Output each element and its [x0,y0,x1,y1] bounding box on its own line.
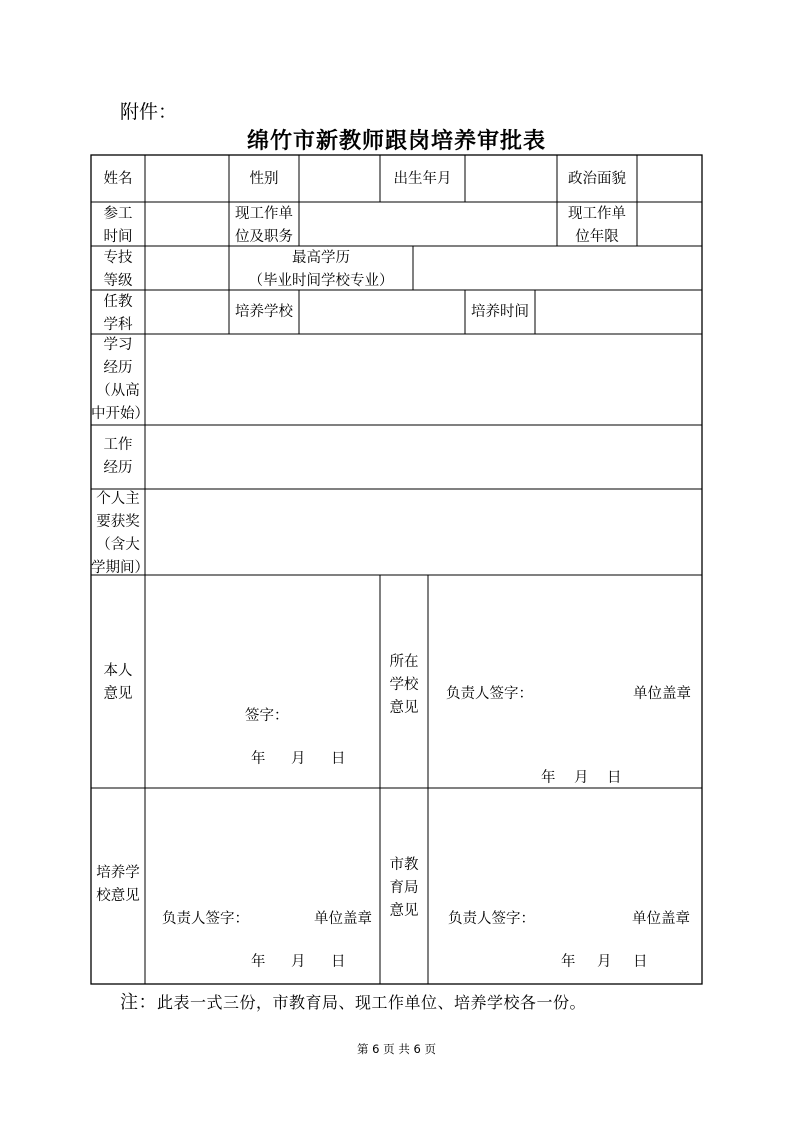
subject-value-field[interactable] [148,292,226,332]
tech-level-value-field[interactable] [148,248,226,288]
awards-label-line3: （含大 [96,537,140,553]
training-school-label: 培养学校 [235,304,293,320]
subject-label-line1: 任教 [103,294,133,310]
school-year-label: 年 [541,770,556,786]
self-day-label: 日 [331,751,346,767]
highest-degree-label-line1: 最高学历 [292,250,350,266]
school-day-label: 日 [607,770,622,786]
awards-label-line4: 学期间） [91,560,149,576]
school-opinion-field[interactable] [431,578,699,785]
self-opinion-label-line1: 本人 [103,663,133,679]
name-value-field[interactable] [148,157,226,199]
study-label-line1: 学习 [103,337,133,353]
political-label: 政治面貌 [568,171,626,187]
note-label: 注： [120,992,157,1013]
work-time-label [91,203,145,249]
bureau-opinion-label [380,854,428,923]
awards-label-line1: 个人主 [96,491,140,507]
training-seal-label: 单位盖章 [314,911,372,927]
school-sign-label: 负责人签字： [446,686,533,702]
study-label-line2: 经历 [103,360,133,376]
awards-label-line2: 要获奖 [96,514,140,530]
self-sign-label: 签字： [245,708,289,724]
work-time-value-field[interactable] [148,204,226,244]
study-label-line4: 中开始） [91,406,149,422]
awards-field[interactable] [148,492,699,572]
school-opinion-label-line2: 学校 [389,677,419,693]
highest-degree-value-field[interactable] [416,248,699,288]
form-title: 绵竹市新教师跟岗培养审批表 [246,129,546,154]
training-opinion-label-line1: 培养学 [96,865,140,881]
subject-label [91,291,145,337]
name-label: 姓名 [103,171,133,187]
study-label-line3: （从高 [96,383,140,399]
page-footer: 第 6 页 共 6 页 [357,1042,436,1056]
bureau-month-label: 月 [597,954,612,970]
training-opinion-label-line2: 校意见 [96,888,140,904]
study-experience-field[interactable] [148,337,699,422]
unit-years-label-line2: 位年限 [575,229,619,245]
work-experience-label [91,434,145,480]
attachment-label: 附件： [120,101,178,123]
training-time-value-field[interactable] [538,292,699,332]
training-year-label: 年 [251,954,266,970]
school-month-label: 月 [574,770,589,786]
unit-years-label [557,203,637,249]
training-sign-label: 负责人签字： [162,911,249,927]
self-month-label: 月 [291,751,306,767]
subject-label-line2: 学科 [103,317,133,333]
highest-degree-label-line2: （毕业时间学校专业） [248,273,394,289]
unit-position-value-field[interactable] [302,204,554,244]
tech-level-label-line2: 等级 [103,273,133,289]
highest-degree-label [229,247,413,293]
bureau-sign-label: 负责人签字： [448,911,535,927]
bureau-opinion-label-line2: 育局 [389,880,419,896]
self-opinion-label-line2: 意见 [103,686,133,702]
note-text: 此表一式三份，市教育局、现工作单位、培养学校各一份。 [157,993,587,1012]
study-experience-label [91,334,149,426]
school-opinion-label-line1: 所在 [389,654,419,670]
self-opinion-label [91,660,145,706]
form-note [120,988,586,1014]
tech-level-label-line1: 专技 [103,250,133,266]
gender-label: 性别 [249,171,279,187]
school-opinion-label [380,651,428,720]
work-time-label-line1: 参工 [103,206,133,222]
work-label-line2: 经历 [103,460,133,476]
tech-level-label [91,247,145,293]
unit-position-label-line2: 位及职务 [235,229,293,245]
birth-value-field[interactable] [468,157,554,199]
unit-position-label-line1: 现工作单 [235,206,293,222]
self-year-label: 年 [251,751,266,767]
awards-label [91,488,149,580]
political-value-field[interactable] [640,157,699,199]
training-month-label: 月 [291,954,306,970]
bureau-year-label: 年 [561,954,576,970]
training-day-label: 日 [331,954,346,970]
gender-value-field[interactable] [302,157,377,199]
school-seal-label: 单位盖章 [633,686,691,702]
training-school-opinion-label [91,862,145,908]
bureau-day-label: 日 [633,954,648,970]
unit-years-value-field[interactable] [640,204,699,244]
training-time-label: 培养时间 [471,304,529,320]
training-school-value-field[interactable] [302,292,462,332]
work-time-label-line2: 时间 [103,229,133,245]
bureau-opinion-label-line3: 意见 [389,903,419,919]
unit-years-label-line1: 现工作单 [568,206,626,222]
unit-position-label [229,203,299,249]
work-label-line1: 工作 [103,437,133,453]
bureau-opinion-label-line1: 市教 [389,857,419,873]
school-opinion-label-line3: 意见 [389,700,419,716]
work-experience-field[interactable] [148,428,699,486]
birth-label: 出生年月 [393,171,452,187]
bureau-seal-label: 单位盖章 [632,911,690,927]
